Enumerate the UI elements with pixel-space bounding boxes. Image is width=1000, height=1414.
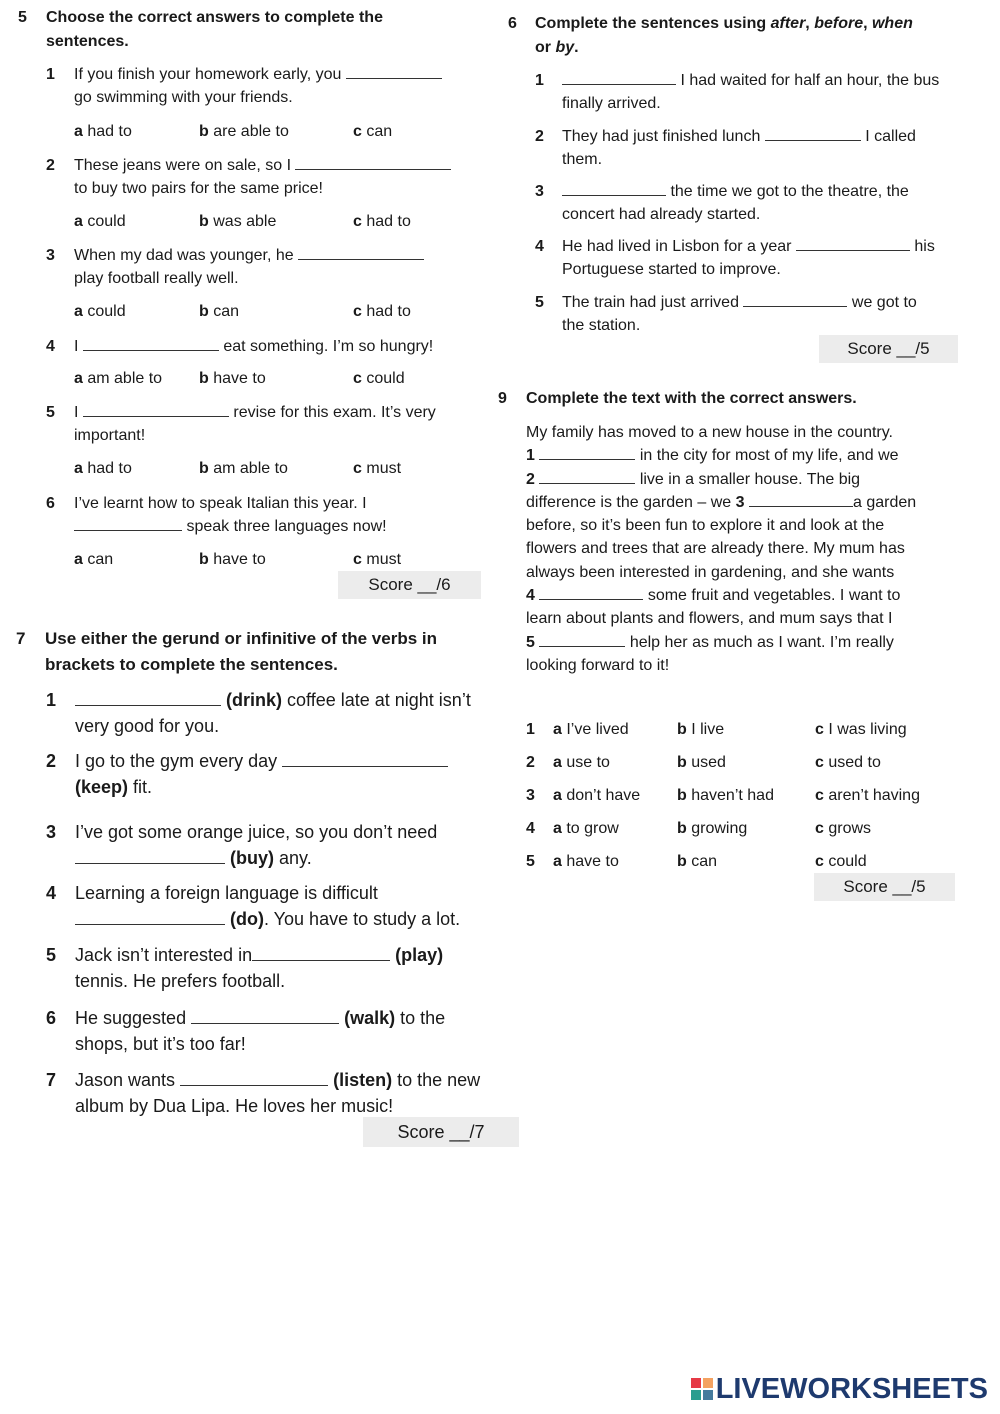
answer-blank[interactable] — [743, 291, 847, 307]
option-b[interactable]: b have to — [199, 551, 266, 568]
option-b[interactable]: b am able to — [199, 460, 288, 477]
exercise-6-number: 6 — [508, 15, 517, 32]
answer-blank[interactable] — [765, 125, 861, 141]
answer-blank[interactable] — [74, 515, 182, 531]
option-a[interactable]: a to grow — [553, 820, 619, 837]
option-b[interactable]: b was able — [199, 213, 277, 230]
answer-blank[interactable] — [83, 401, 229, 417]
liveworksheets-logo[interactable] — [691, 1373, 988, 1406]
option-c[interactable]: c grows — [815, 820, 872, 837]
answer-blank[interactable] — [539, 468, 635, 484]
exercise-6-title: Complete the sentences using after, before, when or by. — [535, 15, 913, 56]
answer-blank[interactable] — [180, 1070, 328, 1086]
ex6-score-box: Score __/5 — [819, 335, 958, 363]
exercise-9-number: 9 — [498, 390, 507, 407]
ex7-score-box: Score __/7 — [363, 1117, 519, 1147]
answer-blank[interactable] — [539, 444, 635, 460]
exercise-9-title: Complete the text with the correct answers. — [526, 390, 857, 407]
answer-blank[interactable] — [749, 491, 853, 507]
liveworksheets-logo-text: LIVEWORKSHEETS — [715, 1373, 988, 1405]
answer-blank[interactable] — [562, 69, 676, 85]
answer-blank[interactable] — [346, 63, 442, 79]
option-a[interactable]: a had to — [74, 460, 132, 477]
option-c[interactable]: c used to — [815, 754, 881, 771]
ex9-answer-options: 1 a I’ve lived b I live c I was living 2 a use to b used c used to 3 a don’t have b haven’t had c aren’t having 4 a to grow b growing c grows 5 a have to b can c could — [526, 719, 966, 879]
option-c[interactable]: c had to — [353, 303, 411, 320]
option-b[interactable]: b haven’t had — [677, 787, 774, 804]
answer-blank[interactable] — [539, 631, 625, 647]
answer-blank[interactable] — [298, 244, 424, 260]
exercise-5-number: 5 — [18, 9, 27, 26]
option-b[interactable]: b I live — [677, 721, 725, 738]
answer-blank[interactable] — [282, 751, 448, 767]
liveworksheets-logo-icon — [691, 1375, 713, 1397]
option-a[interactable]: a had to — [74, 123, 132, 140]
answer-blank[interactable] — [83, 335, 219, 351]
option-c[interactable]: c could — [353, 370, 405, 387]
option-b[interactable]: b are able to — [199, 123, 289, 140]
option-b[interactable]: b used — [677, 754, 726, 771]
answer-blank[interactable] — [75, 690, 221, 706]
answer-blank[interactable] — [796, 235, 910, 251]
option-c[interactable]: c had to — [353, 213, 411, 230]
option-c[interactable]: c I was living — [815, 721, 907, 738]
option-a[interactable]: a use to — [553, 754, 610, 771]
exercise-7-title: Use either the gerund or infinitive of the verbs in brackets to complete the sentences. — [45, 629, 438, 674]
ex9-text: My family has moved to a new house in the country. 1 in the city for most of my life, and we 2 live in a smaller house. The big difference is the garden – we 3 a garden before, so it’s been fun to explore it and look at the flowers and trees that are already there. My mum has always been interested in gardening, and she wants 4 some fruit and vegetables. I want to learn about plants and flowers, and mum says that I 5 help her as much as I want. I’m really looking forward to it! — [526, 424, 917, 674]
answer-blank[interactable] — [75, 909, 225, 925]
option-c[interactable]: c must — [353, 551, 402, 568]
option-c[interactable]: c must — [353, 460, 402, 477]
option-a[interactable]: a I’ve lived — [553, 721, 629, 738]
exercise-7-number: 7 — [16, 629, 26, 648]
answer-blank[interactable] — [562, 180, 666, 196]
ex5-score-box: Score __/6 — [338, 571, 481, 599]
option-c[interactable]: c aren’t having — [815, 787, 920, 804]
answer-blank[interactable] — [539, 584, 643, 600]
answer-blank[interactable] — [252, 945, 390, 961]
option-c[interactable]: c can — [353, 123, 393, 140]
answer-blank[interactable] — [295, 154, 451, 170]
option-a[interactable]: a could — [74, 303, 126, 320]
answer-blank[interactable] — [75, 848, 225, 864]
option-b[interactable]: b growing — [677, 820, 748, 837]
option-c[interactable]: c could — [815, 853, 867, 870]
option-a[interactable]: a have to — [553, 853, 619, 870]
option-a[interactable]: a don’t have — [553, 787, 641, 804]
answer-blank[interactable] — [191, 1008, 339, 1024]
option-b[interactable]: b have to — [199, 370, 266, 387]
option-a[interactable]: a am able to — [74, 370, 163, 387]
ex9-score-box: Score __/5 — [814, 873, 955, 901]
option-b[interactable]: b can — [199, 303, 240, 320]
exercise-5-title: Choose the correct answers to complete the sentences. — [46, 9, 383, 50]
option-b[interactable]: b can — [677, 853, 718, 870]
option-a[interactable]: a can — [74, 551, 114, 568]
option-a[interactable]: a could — [74, 213, 126, 230]
